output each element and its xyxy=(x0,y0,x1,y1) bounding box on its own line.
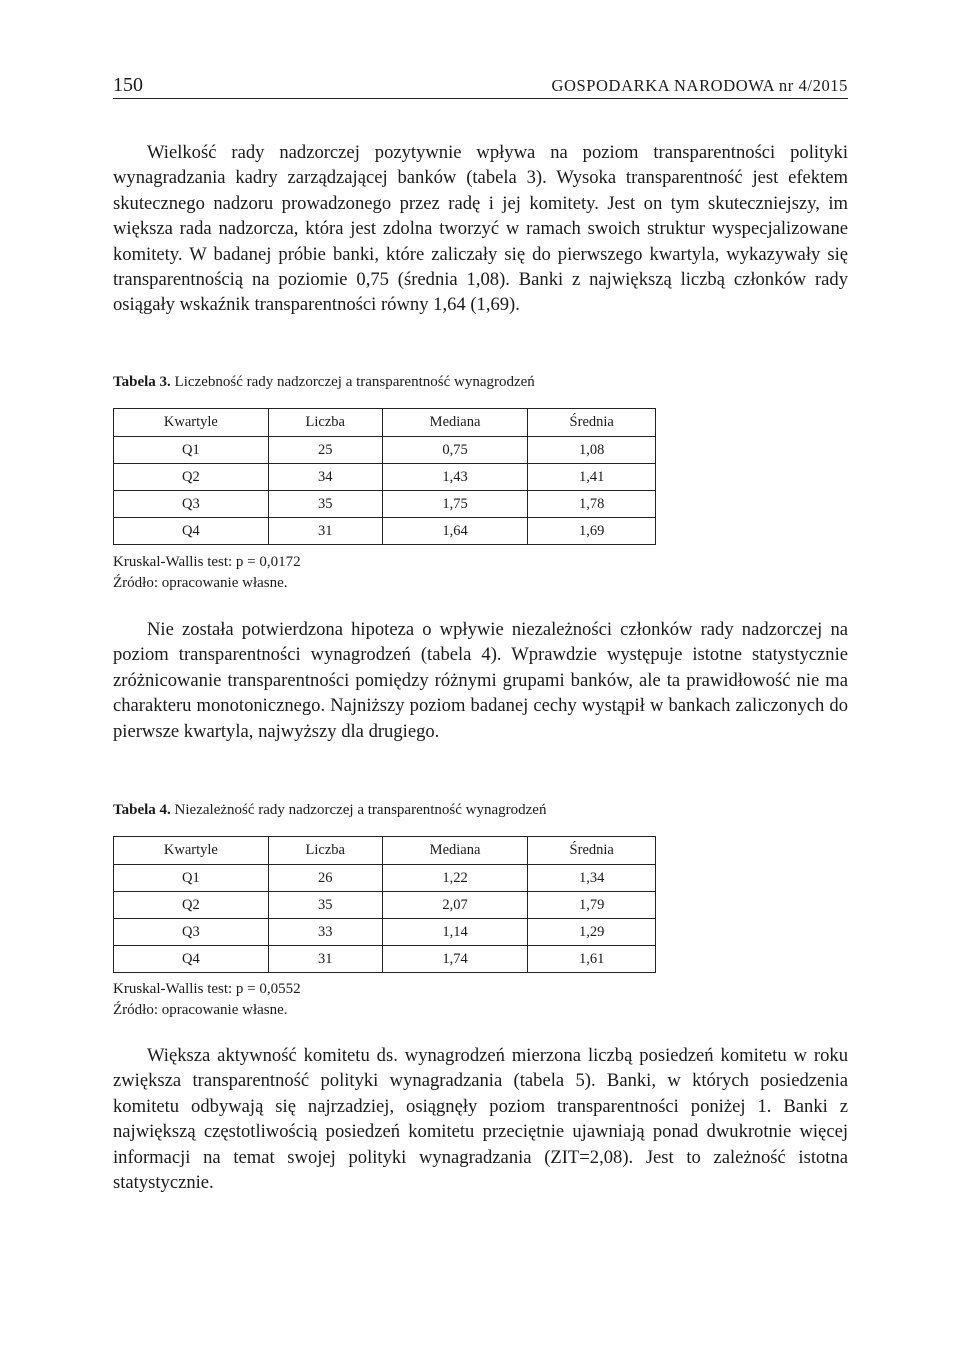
table-cell: 34 xyxy=(268,464,382,491)
table-cell: 31 xyxy=(268,946,382,973)
table-cell: 2,07 xyxy=(382,892,528,919)
table-cell: 31 xyxy=(268,518,382,545)
table-cell: 1,64 xyxy=(382,518,528,545)
table3-title: Liczebność rady nadzorczej a transparentność wynagrodzeń xyxy=(174,374,535,390)
table-cell: 1,74 xyxy=(382,946,528,973)
table-cell: 1,79 xyxy=(528,892,656,919)
table-cell: 1,08 xyxy=(528,437,656,464)
table4-source: Źródło: opracowanie własne. xyxy=(113,1002,288,1018)
table-header-row xyxy=(114,837,656,865)
page-header xyxy=(113,72,848,99)
table4-label: Tabela 4. xyxy=(113,802,171,818)
table-row xyxy=(114,518,656,545)
page-number: 150 xyxy=(113,74,143,96)
table-cell: Q2 xyxy=(114,892,269,919)
table-cell: 35 xyxy=(268,892,382,919)
table3-label: Tabela 3. xyxy=(113,374,171,390)
table-cell: 1,34 xyxy=(528,865,656,892)
table-cell: 0,75 xyxy=(382,437,528,464)
paragraph-2: Nie została potwierdzona hipoteza o wpływie niezależności członków rady nadzorczej na poziom transparentności wynagrodzeń (tabela 4). Wprawdzie występuje istotne statystycznie zróżnicowanie transparentności pomiędzy różnymi grupami banków, ale ta prawidłowość nie ma charakteru monotonicznego. Najniższy poziom badanej cechy wystąpił w bankach zaliczonych do pierwsze kwartyla, najwyższy dla drugiego. xyxy=(113,619,848,742)
table-row xyxy=(114,919,656,946)
column-header: Kwartyle xyxy=(114,409,269,437)
column-header: Kwartyle xyxy=(114,837,269,865)
table-cell: Q3 xyxy=(114,919,269,946)
table-row xyxy=(114,865,656,892)
table4-title: Niezależność rady nadzorczej a transparentność wynagrodzeń xyxy=(174,802,547,818)
table4-test: Kruskal-Wallis test: p = 0,0552 xyxy=(113,981,301,997)
table4 xyxy=(113,836,656,973)
column-header: Mediana xyxy=(382,409,528,437)
table-row xyxy=(114,892,656,919)
paragraph-1: Wielkość rady nadzorczej pozytywnie wpływa na poziom transparentności polityki wynagradzania kadry zarządzającej banków (tabela 3). Wysoka transparentność jest efektem skutecznego nadzoru prowadzonego przez radę i jej komitety. Jest on tym skuteczniejszy, im większa rada nadzorcza, która jest zdolna tworzyć w ramach swoich struktur wyspecjalizowane komitety. W badanej próbie banki, które zaliczały się do pierwszego kwartyla, wykazywały się transparentnością na poziomie 0,75 (średnia 1,08). Banki z największą liczbą członków rady osiągały wskaźnik transparentności równy 1,64 (1,69). xyxy=(113,142,848,316)
table-cell: Q2 xyxy=(114,464,269,491)
table-row xyxy=(114,437,656,464)
table3 xyxy=(113,408,656,545)
table-cell: 25 xyxy=(268,437,382,464)
journal-title: GOSPODARKA NARODOWA nr 4/2015 xyxy=(551,76,848,95)
column-header: Liczba xyxy=(268,837,382,865)
table4-notes xyxy=(113,979,301,1021)
table-cell: Q4 xyxy=(114,518,269,545)
table3-test: Kruskal-Wallis test: p = 0,0172 xyxy=(113,554,301,570)
table-cell: 26 xyxy=(268,865,382,892)
table-cell: 1,43 xyxy=(382,464,528,491)
table-cell: 33 xyxy=(268,919,382,946)
table-cell: 1,75 xyxy=(382,491,528,518)
table-cell: 1,78 xyxy=(528,491,656,518)
column-header: Mediana xyxy=(382,837,528,865)
table-cell: 1,29 xyxy=(528,919,656,946)
table3-source: Źródło: opracowanie własne. xyxy=(113,575,288,591)
table-row xyxy=(114,491,656,518)
column-header: Średnia xyxy=(528,837,656,865)
table4-caption xyxy=(113,802,546,819)
table-cell: 1,61 xyxy=(528,946,656,973)
table-cell: 1,22 xyxy=(382,865,528,892)
table-cell: 1,14 xyxy=(382,919,528,946)
column-header: Średnia xyxy=(528,409,656,437)
column-header: Liczba xyxy=(268,409,382,437)
table3-caption xyxy=(113,374,535,391)
table-row xyxy=(114,464,656,491)
table-cell: 35 xyxy=(268,491,382,518)
table-cell: 1,41 xyxy=(528,464,656,491)
table-cell: 1,69 xyxy=(528,518,656,545)
table-cell: Q3 xyxy=(114,491,269,518)
table-row xyxy=(114,946,656,973)
table-header-row xyxy=(114,409,656,437)
table-cell: Q1 xyxy=(114,437,269,464)
paragraph-3: Większa aktywność komitetu ds. wynagrodzeń mierzona liczbą posiedzeń komitetu w roku zwiększa transparentność polityki wynagradzania (tabela 5). Banki, w których posiedzenia komitetu odbywają się najrzadziej, osiągnęły poziom transparentności poniżej 1. Banki z największą częstotliwością posiedzeń komitetu przeciętnie ujawniają ponad dwukrotnie więcej informacji na temat swojej polityki wynagradzania (ZIT=2,08). Jest to zależność istotna statystycznie. xyxy=(113,1045,848,1194)
table-cell: Q1 xyxy=(114,865,269,892)
table3-notes xyxy=(113,552,301,594)
table-cell: Q4 xyxy=(114,946,269,973)
